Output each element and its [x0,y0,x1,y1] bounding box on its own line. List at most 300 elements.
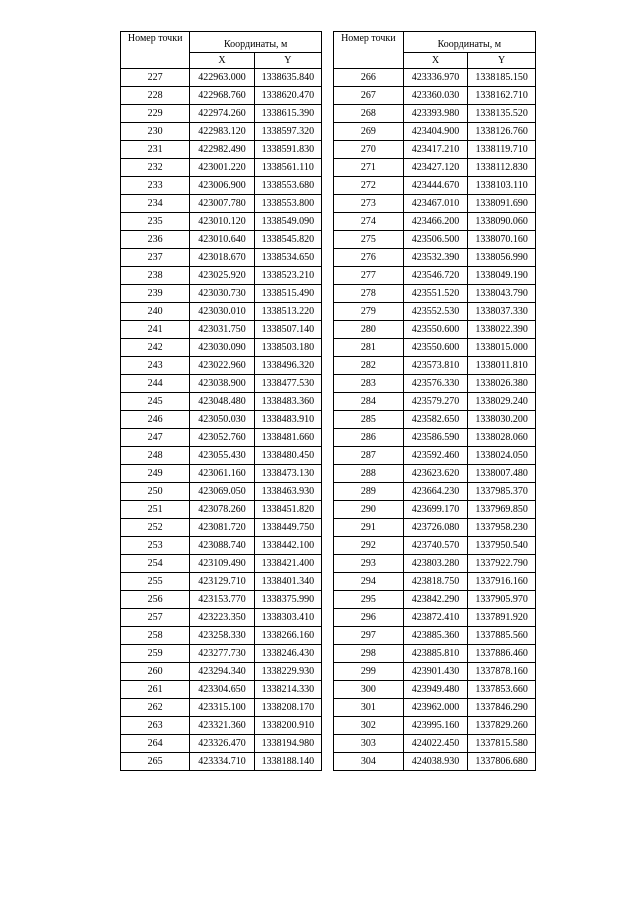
header-x: X [190,53,254,69]
point-number-cell: 298 [334,645,404,663]
table-row [121,483,322,501]
header-coordinates: Координаты, м [190,32,322,53]
x-coordinate-cell: 423818.750 [403,573,468,591]
y-coordinate-cell: 1337886.460 [468,645,536,663]
y-coordinate-cell: 1337922.790 [468,555,536,573]
y-coordinate-cell: 1338030.200 [468,411,536,429]
table-row [334,357,536,375]
y-coordinate-cell: 1338028.060 [468,429,536,447]
y-coordinate-cell: 1338635.840 [254,69,321,87]
point-number-cell: 290 [334,501,404,519]
table-row [334,339,536,357]
point-number-cell: 247 [121,429,190,447]
point-number-cell: 239 [121,285,190,303]
y-coordinate-cell: 1338162.710 [468,87,536,105]
table-row [334,519,536,537]
table-row [121,465,322,483]
x-coordinate-cell: 423061.160 [190,465,254,483]
point-number-cell: 242 [121,339,190,357]
y-coordinate-cell: 1338515.490 [254,285,321,303]
y-coordinate-cell: 1338103.110 [468,177,536,195]
x-coordinate-cell: 423901.430 [403,663,468,681]
point-number-cell: 257 [121,609,190,627]
x-coordinate-cell: 423315.100 [190,699,254,717]
point-number-cell: 286 [334,429,404,447]
x-coordinate-cell: 422983.120 [190,123,254,141]
table-row [334,321,536,339]
x-coordinate-cell: 423018.670 [190,249,254,267]
table-row [121,357,322,375]
table-row [121,285,322,303]
table-row [334,267,536,285]
y-coordinate-cell: 1338119.710 [468,141,536,159]
x-coordinate-cell: 423579.270 [403,393,468,411]
header-coordinates: Координаты, м [403,32,535,53]
table-row [121,699,322,717]
table-row [334,375,536,393]
x-coordinate-cell: 423623.620 [403,465,468,483]
x-coordinate-cell: 423010.640 [190,231,254,249]
y-coordinate-cell: 1338449.750 [254,519,321,537]
x-coordinate-cell: 423007.780 [190,195,254,213]
y-coordinate-cell: 1338043.790 [468,285,536,303]
table-row [121,249,322,267]
point-number-cell: 235 [121,213,190,231]
point-number-cell: 285 [334,411,404,429]
point-number-cell: 243 [121,357,190,375]
table-row [121,609,322,627]
x-coordinate-cell: 423052.760 [190,429,254,447]
table-row [334,249,536,267]
point-number-cell: 251 [121,501,190,519]
header-point-number: Номер точки [121,32,190,69]
x-coordinate-cell: 423466.200 [403,213,468,231]
x-coordinate-cell: 423576.330 [403,375,468,393]
x-coordinate-cell: 423885.360 [403,627,468,645]
x-coordinate-cell: 423740.570 [403,537,468,555]
x-coordinate-cell: 423153.770 [190,591,254,609]
point-number-cell: 300 [334,681,404,699]
point-number-cell: 292 [334,537,404,555]
x-coordinate-cell: 424038.930 [403,753,468,771]
point-number-cell: 304 [334,753,404,771]
point-number-cell: 237 [121,249,190,267]
point-number-cell: 230 [121,123,190,141]
x-coordinate-cell: 423321.360 [190,717,254,735]
y-coordinate-cell: 1337985.370 [468,483,536,501]
point-number-cell: 274 [334,213,404,231]
point-number-cell: 302 [334,717,404,735]
table-row [121,663,322,681]
y-coordinate-cell: 1338615.390 [254,105,321,123]
x-coordinate-cell: 423360.030 [403,87,468,105]
point-number-cell: 232 [121,159,190,177]
x-coordinate-cell: 423031.750 [190,321,254,339]
x-coordinate-cell: 423995.160 [403,717,468,735]
table-row [121,627,322,645]
point-number-cell: 267 [334,87,404,105]
x-coordinate-cell: 423258.330 [190,627,254,645]
point-number-cell: 275 [334,231,404,249]
y-coordinate-cell: 1338029.240 [468,393,536,411]
x-coordinate-cell: 423551.520 [403,285,468,303]
point-number-cell: 276 [334,249,404,267]
y-coordinate-cell: 1337905.970 [468,591,536,609]
table-row [121,753,322,771]
point-number-cell: 252 [121,519,190,537]
point-number-cell: 236 [121,231,190,249]
table-row [334,609,536,627]
table-row [334,501,536,519]
coordinates-table-left [120,31,322,771]
table-row [121,105,322,123]
point-number-cell: 273 [334,195,404,213]
x-coordinate-cell: 423001.220 [190,159,254,177]
table-row [334,699,536,717]
point-number-cell: 266 [334,69,404,87]
x-coordinate-cell: 423546.720 [403,267,468,285]
x-coordinate-cell: 423552.530 [403,303,468,321]
x-coordinate-cell: 422968.760 [190,87,254,105]
y-coordinate-cell: 1338056.990 [468,249,536,267]
table-row [334,285,536,303]
y-coordinate-cell: 1338549.090 [254,213,321,231]
table-row [121,303,322,321]
table-row [121,411,322,429]
table-row [334,231,536,249]
table-row [121,501,322,519]
y-coordinate-cell: 1338266.160 [254,627,321,645]
x-coordinate-cell: 423532.390 [403,249,468,267]
x-coordinate-cell: 423444.670 [403,177,468,195]
y-coordinate-cell: 1338024.050 [468,447,536,465]
x-coordinate-cell: 422974.260 [190,105,254,123]
table-row [334,483,536,501]
y-coordinate-cell: 1338037.330 [468,303,536,321]
table-row [121,123,322,141]
point-number-cell: 259 [121,645,190,663]
y-coordinate-cell: 1338553.680 [254,177,321,195]
y-coordinate-cell: 1338483.360 [254,393,321,411]
point-number-cell: 246 [121,411,190,429]
table-row [334,663,536,681]
x-coordinate-cell: 423025.920 [190,267,254,285]
table-row [334,87,536,105]
table-row [334,303,536,321]
y-coordinate-cell: 1338473.130 [254,465,321,483]
header-y: Y [254,53,321,69]
table-row [121,375,322,393]
y-coordinate-cell: 1338591.830 [254,141,321,159]
y-coordinate-cell: 1337916.160 [468,573,536,591]
x-coordinate-cell: 423885.810 [403,645,468,663]
y-coordinate-cell: 1338523.210 [254,267,321,285]
x-coordinate-cell: 423030.090 [190,339,254,357]
x-coordinate-cell: 423048.480 [190,393,254,411]
point-number-cell: 238 [121,267,190,285]
point-number-cell: 253 [121,537,190,555]
x-coordinate-cell: 423803.280 [403,555,468,573]
y-coordinate-cell: 1338135.520 [468,105,536,123]
table-row [121,177,322,195]
y-coordinate-cell: 1338112.830 [468,159,536,177]
x-coordinate-cell: 423393.980 [403,105,468,123]
x-coordinate-cell: 423038.900 [190,375,254,393]
table-row [334,141,536,159]
x-coordinate-cell: 423427.120 [403,159,468,177]
header-x: X [403,53,468,69]
table-row [121,555,322,573]
y-coordinate-cell: 1338597.320 [254,123,321,141]
point-number-cell: 262 [121,699,190,717]
table-row [334,195,536,213]
point-number-cell: 264 [121,735,190,753]
point-number-cell: 294 [334,573,404,591]
point-number-cell: 228 [121,87,190,105]
table-row [121,339,322,357]
x-coordinate-cell: 423078.260 [190,501,254,519]
table-row [334,627,536,645]
x-coordinate-cell: 424022.450 [403,735,468,753]
point-number-cell: 278 [334,285,404,303]
y-coordinate-cell: 1338126.760 [468,123,536,141]
y-coordinate-cell: 1338303.410 [254,609,321,627]
y-coordinate-cell: 1338090.060 [468,213,536,231]
point-number-cell: 271 [334,159,404,177]
x-coordinate-cell: 423006.900 [190,177,254,195]
table-row [334,465,536,483]
y-coordinate-cell: 1338375.990 [254,591,321,609]
table-row [121,681,322,699]
y-coordinate-cell: 1338214.330 [254,681,321,699]
point-number-cell: 265 [121,753,190,771]
x-coordinate-cell: 423304.650 [190,681,254,699]
point-number-cell: 297 [334,627,404,645]
table-row [334,573,536,591]
table-row [121,87,322,105]
point-number-cell: 296 [334,609,404,627]
y-coordinate-cell: 1337885.560 [468,627,536,645]
table-row [334,213,536,231]
y-coordinate-cell: 1338477.530 [254,375,321,393]
y-coordinate-cell: 1338194.980 [254,735,321,753]
point-number-cell: 258 [121,627,190,645]
point-number-cell: 249 [121,465,190,483]
y-coordinate-cell: 1338229.930 [254,663,321,681]
y-coordinate-cell: 1338246.430 [254,645,321,663]
x-coordinate-cell: 423030.730 [190,285,254,303]
point-number-cell: 280 [334,321,404,339]
y-coordinate-cell: 1338463.930 [254,483,321,501]
x-coordinate-cell: 423582.650 [403,411,468,429]
x-coordinate-cell: 423129.710 [190,573,254,591]
table-row [121,231,322,249]
y-coordinate-cell: 1337969.850 [468,501,536,519]
y-coordinate-cell: 1337815.580 [468,735,536,753]
point-number-cell: 233 [121,177,190,195]
table-row [121,645,322,663]
table-row [334,717,536,735]
x-coordinate-cell: 423664.230 [403,483,468,501]
x-coordinate-cell: 423506.500 [403,231,468,249]
point-number-cell: 303 [334,735,404,753]
y-coordinate-cell: 1337891.920 [468,609,536,627]
x-coordinate-cell: 423550.600 [403,321,468,339]
point-number-cell: 293 [334,555,404,573]
y-coordinate-cell: 1338561.110 [254,159,321,177]
point-number-cell: 291 [334,519,404,537]
table-row [121,141,322,159]
x-coordinate-cell: 423010.120 [190,213,254,231]
y-coordinate-cell: 1338011.810 [468,357,536,375]
table-row [121,429,322,447]
y-coordinate-cell: 1338481.660 [254,429,321,447]
point-number-cell: 283 [334,375,404,393]
table-row [121,267,322,285]
point-number-cell: 231 [121,141,190,159]
table-row [334,429,536,447]
y-coordinate-cell: 1338049.190 [468,267,536,285]
table-row [121,537,322,555]
point-number-cell: 245 [121,393,190,411]
y-coordinate-cell: 1338070.160 [468,231,536,249]
x-coordinate-cell: 423949.480 [403,681,468,699]
y-coordinate-cell: 1337846.290 [468,699,536,717]
point-number-cell: 248 [121,447,190,465]
point-number-cell: 282 [334,357,404,375]
point-number-cell: 227 [121,69,190,87]
y-coordinate-cell: 1338007.480 [468,465,536,483]
table-row [334,447,536,465]
y-coordinate-cell: 1337806.680 [468,753,536,771]
x-coordinate-cell: 423088.740 [190,537,254,555]
table-row [121,213,322,231]
point-number-cell: 263 [121,717,190,735]
header-y: Y [468,53,536,69]
point-number-cell: 299 [334,663,404,681]
x-coordinate-cell: 423069.050 [190,483,254,501]
y-coordinate-cell: 1337878.160 [468,663,536,681]
table-row [334,123,536,141]
y-coordinate-cell: 1337829.260 [468,717,536,735]
x-coordinate-cell: 423842.290 [403,591,468,609]
x-coordinate-cell: 423586.590 [403,429,468,447]
point-number-cell: 287 [334,447,404,465]
point-number-cell: 279 [334,303,404,321]
table-row [121,735,322,753]
x-coordinate-cell: 423334.710 [190,753,254,771]
x-coordinate-cell: 423030.010 [190,303,254,321]
point-number-cell: 250 [121,483,190,501]
x-coordinate-cell: 423336.970 [403,69,468,87]
y-coordinate-cell: 1338507.140 [254,321,321,339]
table-row [121,159,322,177]
table-row [334,159,536,177]
point-number-cell: 277 [334,267,404,285]
y-coordinate-cell: 1338503.180 [254,339,321,357]
point-number-cell: 234 [121,195,190,213]
x-coordinate-cell: 423081.720 [190,519,254,537]
y-coordinate-cell: 1338200.910 [254,717,321,735]
table-row [121,591,322,609]
point-number-cell: 272 [334,177,404,195]
x-coordinate-cell: 423223.350 [190,609,254,627]
x-coordinate-cell: 422963.000 [190,69,254,87]
y-coordinate-cell: 1338513.220 [254,303,321,321]
point-number-cell: 295 [334,591,404,609]
x-coordinate-cell: 423417.210 [403,141,468,159]
x-coordinate-cell: 423050.030 [190,411,254,429]
x-coordinate-cell: 423326.470 [190,735,254,753]
table-row [334,735,536,753]
y-coordinate-cell: 1337853.660 [468,681,536,699]
y-coordinate-cell: 1338534.650 [254,249,321,267]
y-coordinate-cell: 1338442.100 [254,537,321,555]
x-coordinate-cell: 423592.460 [403,447,468,465]
table-row [334,393,536,411]
y-coordinate-cell: 1338208.170 [254,699,321,717]
x-coordinate-cell: 423550.600 [403,339,468,357]
y-coordinate-cell: 1338401.340 [254,573,321,591]
y-coordinate-cell: 1338483.910 [254,411,321,429]
point-number-cell: 270 [334,141,404,159]
point-number-cell: 241 [121,321,190,339]
table-row [334,537,536,555]
header-point-number: Номер точки [334,32,404,69]
point-number-cell: 240 [121,303,190,321]
table-row [121,69,322,87]
table-row [121,519,322,537]
y-coordinate-cell: 1338188.140 [254,753,321,771]
y-coordinate-cell: 1338545.820 [254,231,321,249]
y-coordinate-cell: 1337950.540 [468,537,536,555]
table-row [121,573,322,591]
table-row [334,645,536,663]
table-row [334,681,536,699]
point-number-cell: 269 [334,123,404,141]
point-number-cell: 244 [121,375,190,393]
x-coordinate-cell: 423404.900 [403,123,468,141]
table-row [334,411,536,429]
point-number-cell: 289 [334,483,404,501]
point-number-cell: 261 [121,681,190,699]
y-coordinate-cell: 1338553.800 [254,195,321,213]
point-number-cell: 284 [334,393,404,411]
table-row [334,105,536,123]
y-coordinate-cell: 1338480.450 [254,447,321,465]
x-coordinate-cell: 423055.430 [190,447,254,465]
table-row [121,321,322,339]
point-number-cell: 288 [334,465,404,483]
table-row [334,69,536,87]
point-number-cell: 229 [121,105,190,123]
table-body-right [334,69,536,771]
table-row [334,591,536,609]
table-row [121,447,322,465]
table-row [121,717,322,735]
x-coordinate-cell: 423294.340 [190,663,254,681]
y-coordinate-cell: 1338091.690 [468,195,536,213]
x-coordinate-cell: 423872.410 [403,609,468,627]
point-number-cell: 260 [121,663,190,681]
point-number-cell: 255 [121,573,190,591]
table-row [121,393,322,411]
point-number-cell: 268 [334,105,404,123]
x-coordinate-cell: 423277.730 [190,645,254,663]
point-number-cell: 301 [334,699,404,717]
x-coordinate-cell: 422982.490 [190,141,254,159]
x-coordinate-cell: 423022.960 [190,357,254,375]
